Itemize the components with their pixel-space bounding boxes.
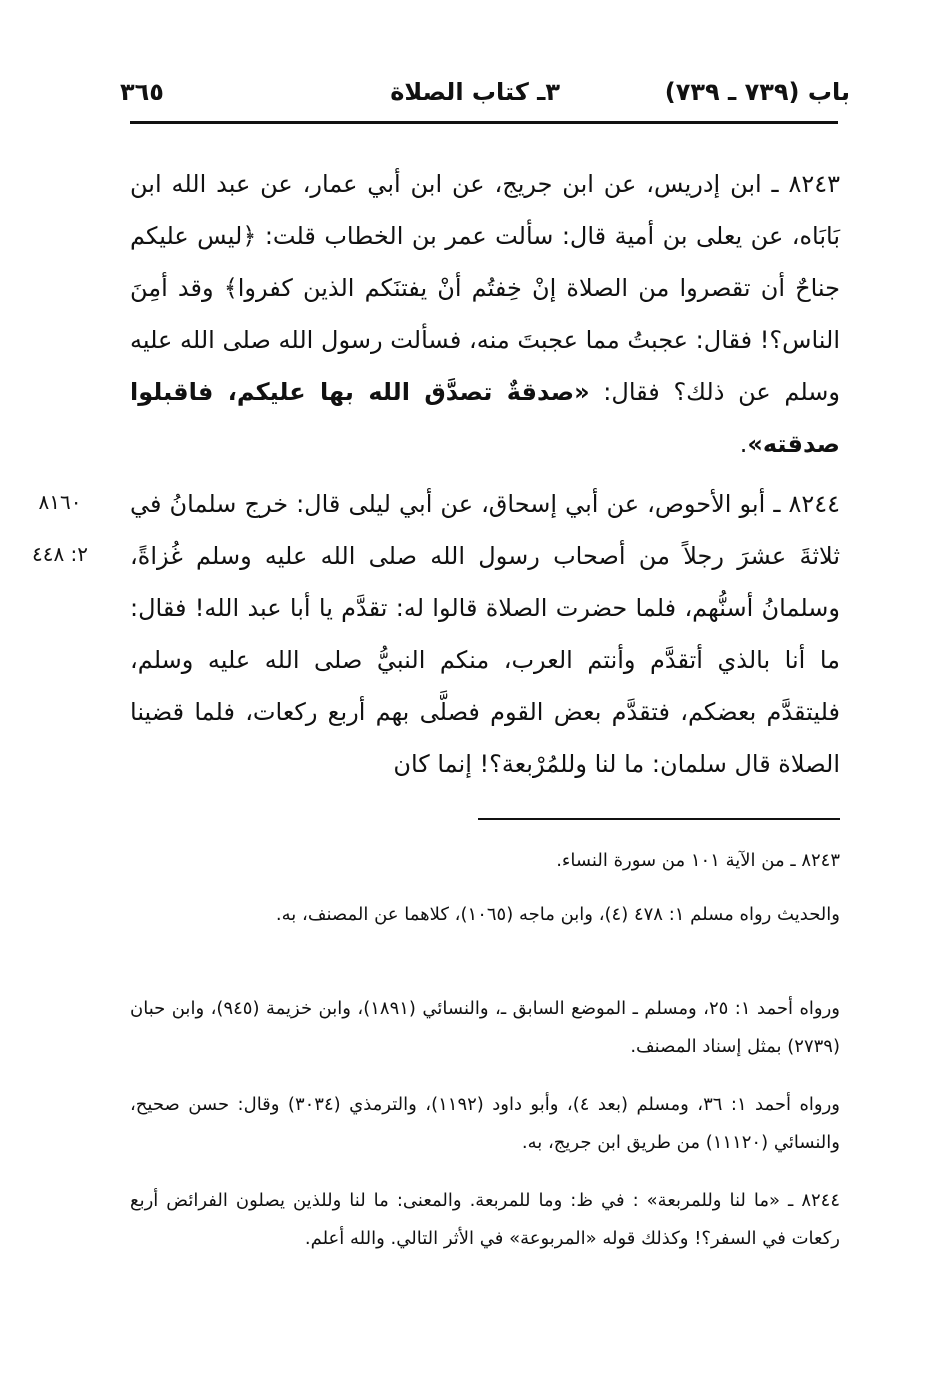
hadith-text-end: .: [739, 430, 748, 458]
book-title: ٣ـ كتاب الصلاة: [390, 78, 560, 106]
hadith-quote-bold: «صدقةٌ تصدَّق الله بها عليكم، فاقبلوا صدقته»: [130, 378, 840, 458]
footnote-8243-verse: ٨٢٤٣ ـ من الآية ١٠١ من سورة النساء.: [556, 850, 840, 871]
footnote-8243-ahmad-1: ورواه أحمد ١: ٢٥، ومسلم ـ الموضع السابق ـ، والنسائي (١٨٩١)، وابن خزيمة (٩٤٥)، وابن حبان (٢٧٣٩) بمثل إسناد المصنف.: [130, 998, 840, 1057]
header-rule: [130, 121, 838, 124]
hadith-entry-8244: ٨٢٤٤ ـ أبو الأحوص، عن أبي إسحاق، عن أبي ليلى قال: خرج سلمانُ في ثلاثةَ عشرَ رجلاً من أصحاب رسول الله صلى الله عليه وسلم غُزاةً، وسلمانُ أسنُّهم، فلما حضرت الصلاة قالوا له: تقدَّم يا أبا عبد الله! فقال: ما أنا بالذي أتقدَّم وأنتم العرب، منكم النبيُّ صلى الله عليه وسلم، فليتقدَّم بعضكم، فتقدَّم بعض القوم فصلَّى بهم أربع ركعات، فلما قضينا الصلاة قال سلمان: ما لنا وللمُرْبعة؟! إنما كان: [130, 490, 840, 778]
margin-ref-volume-page: ٢: ٤٤٨: [31, 542, 89, 566]
margin-ref-number: ٨١٦٠: [38, 490, 82, 514]
footnote-8244: ٨٢٤٤ ـ «ما لنا وللمربعة» : في ظ: وما للمربعة. والمعنى: ما لنا وللذين يصلون الفرائض أربع ركعات في السفر؟! وكذلك قوله «المربوعة» في الأثر التالي. والله أعلم.: [130, 1190, 840, 1249]
hadith-text: ٨٢٤٣ ـ ابن إدريس، عن ابن جريج، عن ابن أبي عمار، عن عبد الله ابن بَابَاه، عن يعلى بن أمية قال: سألت عمر بن الخطاب قلت: ﴿ليس عليكم جناحٌ أن تقصروا من الصلاة إنْ خِفتُم أنْ يفتنَكم الذين كفروا﴾ وقد أمِنَ الناس؟! فقال: عجبتُ مما عجبتَ منه، فسألت رسول الله صلى الله عليه وسلم عن ذلك؟ فقال:: [130, 170, 841, 406]
chapter-heading: باب (٧٣٩ ـ ٧٣٩): [664, 78, 850, 106]
footnote-8243-muslim: والحديث رواه مسلم ١: ٤٧٨ (٤)، وابن ماجه (١٠٦٥)، كلاهما عن المصنف، به.: [275, 904, 840, 925]
page-header: [120, 78, 850, 118]
page-number: ٣٦٥: [120, 78, 164, 106]
footnote-separator: [478, 818, 840, 820]
hadith-entry-8243: [130, 158, 840, 470]
footnote-8243-ahmad-2: ورواه أحمد ١: ٣٦، ومسلم (بعد ٤)، وأبو داود (١١٩٢)، والترمذي (٣٠٣٤) وقال: حسن صحيح، والنسائي (١١١٢٠) من طريق ابن جريج، به.: [130, 1094, 841, 1153]
